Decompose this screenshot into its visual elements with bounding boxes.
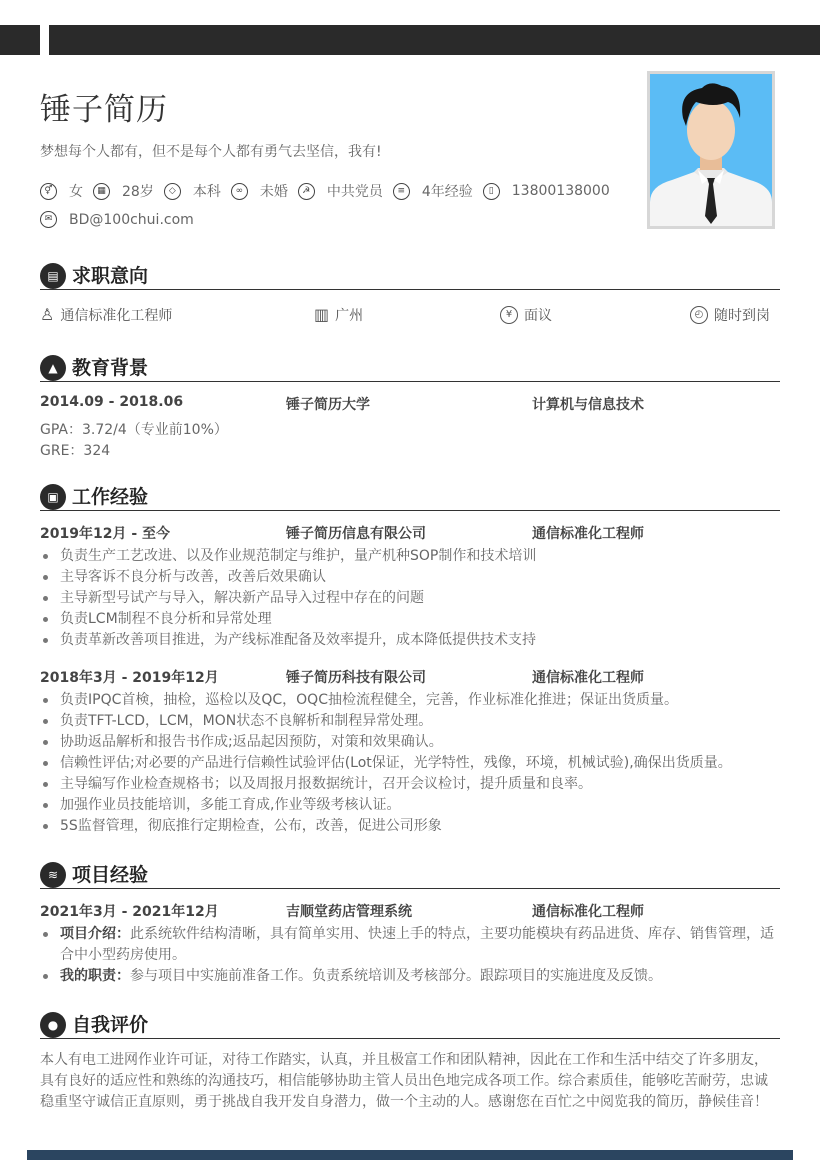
project-period: 2021年3月 - 2021年12月	[40, 904, 219, 920]
list-item: 信赖性评估;对必要的产品进行信赖性试验评估(Lot保证，光学特性，残像，环境，机械试验),确保出货质量。	[40, 753, 780, 774]
gender-value: 女	[69, 184, 83, 200]
project-duty	[40, 966, 780, 987]
project-section-header	[40, 862, 780, 889]
project-intro	[40, 924, 780, 966]
marital-item	[231, 181, 288, 201]
intent-availability-value: 随时到岗	[714, 308, 770, 324]
gender-icon: ⚥	[40, 183, 57, 200]
bottom-bar	[27, 1150, 793, 1160]
project-details	[40, 924, 780, 987]
project-duty-label: 我的职责：	[60, 968, 130, 984]
education-entry-header	[40, 394, 780, 414]
project-duty-text: 参与项目中实施前准备工作。负责系统培训及考核部分。跟踪项目的实施进度及反馈。	[130, 968, 662, 984]
job-1-company: 锤子简历信息有限公司	[286, 526, 426, 542]
list-item: 5S监督管理，彻底推行定期检查，公布，改善，促进公司形象	[40, 816, 780, 837]
email-value: BD@100chui.com	[69, 211, 194, 228]
top-bar-right	[49, 25, 820, 55]
self-section-title: 自我评价	[72, 1014, 149, 1036]
project-entry-header	[40, 901, 780, 921]
briefcase-icon: ▣	[40, 484, 66, 510]
education-major: 计算机与信息技术	[532, 397, 644, 413]
age-item	[93, 181, 154, 201]
phone-icon: ▯	[483, 183, 500, 200]
job-1-duties	[40, 546, 780, 651]
list-item: 主导新型号试产与导入，解决新产品导入过程中存在的问题	[40, 588, 780, 609]
project-name: 吉顺堂药店管理系统	[286, 904, 412, 920]
education-gre: GRE：324	[40, 443, 111, 459]
calendar-icon: ▦	[93, 183, 110, 200]
resume-name: 锤子简历	[40, 92, 168, 128]
user-icon: ●	[40, 1012, 66, 1038]
tie-icon: ♙	[40, 305, 55, 324]
experience-item	[393, 181, 473, 201]
list-item: 主导编写作业检查规格书；以及周报月报数据统计，召开会议检讨，提升质量和良率。	[40, 774, 780, 795]
self-section-header	[40, 1012, 780, 1039]
list-item: 负责革新改善项目推进，为产线标准配备及效率提升，成本降低提供技术支持	[40, 630, 780, 651]
building-icon: ▥	[314, 305, 330, 324]
work-section-title: 工作经验	[72, 486, 149, 508]
intent-row	[40, 305, 780, 327]
job-2-header	[40, 667, 780, 687]
clock-icon: ◴	[690, 306, 708, 324]
list-item: 负责生产工艺改进、以及作业规范制定与维护，量产机种SOP制作和技术培训	[40, 546, 780, 567]
intent-city	[314, 305, 363, 325]
job-1-role: 通信标准化工程师	[532, 526, 644, 542]
resume-motto: 梦想每个人都有，但不是每个人都有勇气去坚信，我有!	[40, 144, 382, 160]
work-section-header	[40, 484, 780, 511]
education-period: 2014.09 - 2018.06	[40, 394, 184, 410]
intent-position	[40, 305, 172, 325]
intent-salary-value: 面议	[524, 308, 552, 324]
experience-value: 4年经验	[421, 184, 473, 200]
avatar-illustration	[650, 74, 772, 226]
intent-city-value: 广州	[335, 308, 364, 324]
intent-availability	[690, 305, 770, 325]
job-2-duties	[40, 690, 780, 837]
profile-info-row	[40, 181, 620, 201]
email-item	[40, 211, 194, 228]
education-section-title: 教育背景	[72, 357, 149, 379]
list-item: 负责LCM制程不良分析和异常处理	[40, 609, 780, 630]
education-school: 锤子简历大学	[286, 397, 370, 413]
clipboard-icon: ▤	[40, 263, 66, 289]
intent-position-value: 通信标准化工程师	[60, 308, 173, 324]
politics-item	[298, 181, 383, 201]
job-2-period: 2018年3月 - 2019年12月	[40, 670, 219, 686]
job-2-company: 锤子简历科技有限公司	[286, 670, 426, 686]
project-intro-text: 此系统软件结构清晰，具有简单实用、快速上手的特点，主要功能模块有药品进货、库存、销售管理，适合中小型药房使用。	[60, 926, 774, 963]
project-role: 通信标准化工程师	[532, 904, 644, 920]
education-item	[164, 181, 221, 201]
mail-icon: ✉	[40, 211, 57, 228]
age-value: 28岁	[122, 184, 154, 200]
party-emblem-icon: ☭	[298, 183, 315, 200]
list-item: 加强作业员技能培训，多能工育成,作业等级考核认证。	[40, 795, 780, 816]
layers-icon: ≋	[40, 862, 66, 888]
list-item: 负责IPQC首検，抽检，巡检以及QC，OQC抽检流程健全，完善，作业标准化推进；保证出货质量。	[40, 690, 780, 711]
politics-value: 中共党员	[326, 184, 383, 200]
project-intro-label: 项目介绍：	[60, 926, 130, 942]
list-item: 负责TFT-LCD，LCM，MON状态不良解析和制程异常处理。	[40, 711, 780, 732]
top-bar-left	[0, 25, 40, 55]
education-section-header	[40, 355, 780, 382]
education-value: 本科	[192, 184, 221, 200]
gender-item	[40, 181, 83, 201]
job-1-period: 2019年12月 - 至今	[40, 526, 171, 542]
project-section-title: 项目经验	[72, 864, 149, 886]
document-icon: ≡	[393, 183, 410, 200]
intent-section-header	[40, 263, 780, 290]
self-evaluation-text: 本人有电工进网作业许可证，对待工作踏实，认真，并且极富工作和团队精神，因此在工作和生活中结交了许多朋友，具有良好的适应性和熟练的沟通技巧，相信能够协助主管人员出色地完成各项工作。综合素质佳，能够吃苦耐劳，忠诚稳重坚守诚信正直原则，勇于挑战自我开发自身潜力，做一个主动的人。感谢您在百忙之中阅览我的简历，静候佳音！	[40, 1052, 768, 1110]
graduation-cap-icon: ▲	[40, 355, 66, 381]
list-item: 协助返品解析和报告书作成;返品起因预防，对策和效果确认。	[40, 732, 780, 753]
phone-item	[483, 183, 610, 200]
job-2-role: 通信标准化工程师	[532, 670, 644, 686]
yen-icon: ¥	[500, 306, 518, 324]
rings-icon: ∞	[231, 183, 248, 200]
intent-section-title: 求职意向	[72, 265, 149, 287]
contact-info-row	[40, 211, 204, 228]
intent-salary	[500, 305, 552, 325]
job-1-header	[40, 523, 780, 543]
education-gpa: GPA：3.72/4（专业前10%）	[40, 422, 228, 438]
marital-value: 未婚	[259, 184, 288, 200]
list-item: 主导客诉不良分析与改善，改善后效果确认	[40, 567, 780, 588]
phone-value: 13800138000	[511, 183, 610, 199]
profile-photo	[647, 71, 775, 229]
graduation-cap-icon: ◇	[164, 183, 181, 200]
